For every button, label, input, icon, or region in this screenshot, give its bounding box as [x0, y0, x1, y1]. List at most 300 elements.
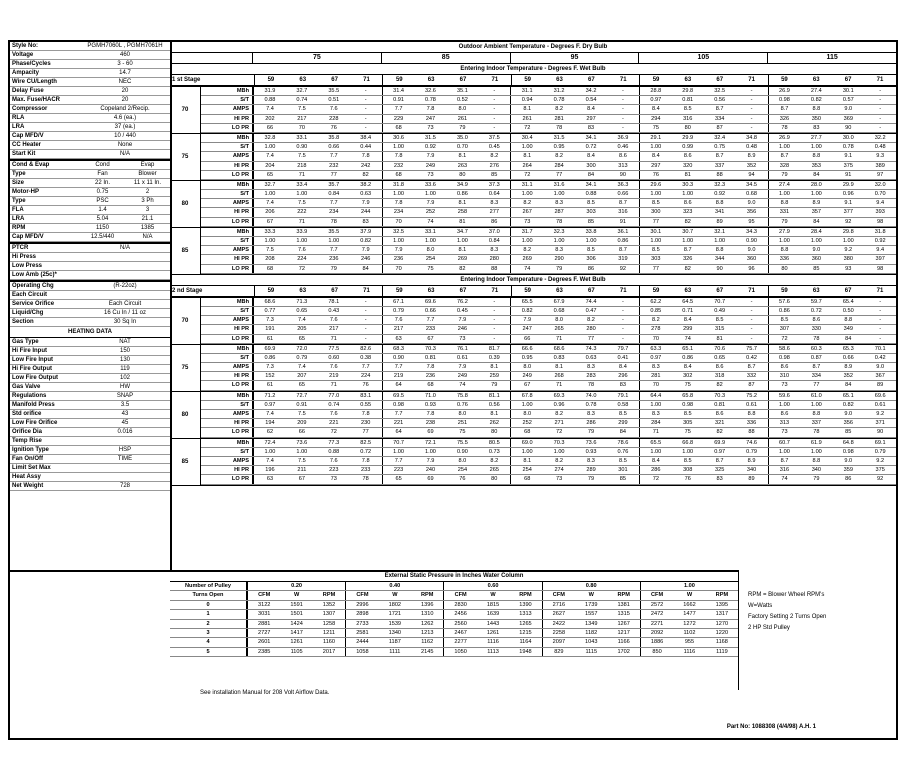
- perf-cell: 0.91: [296, 401, 308, 408]
- perf-metric: S/T: [201, 237, 253, 245]
- spec-value-2: 21.1: [141, 216, 154, 222]
- fan-cell: 1261: [290, 639, 303, 646]
- perf-cell: 0.86: [253, 354, 286, 362]
- spec-value-2: 3: [145, 207, 150, 213]
- outdoor-title: Outdoor Ambient Temperature - Degrees F. Dry Bulb: [170, 42, 896, 53]
- perf-cell: 90: [845, 124, 852, 131]
- heat-row: [10, 347, 170, 356]
- perf-cell: 0.52: [456, 97, 468, 104]
- perf-cell: 1.00: [585, 238, 597, 244]
- perf-cell: 31.4: [382, 87, 415, 95]
- idb-rows: [201, 392, 896, 438]
- perf-cell: 32.3: [553, 228, 565, 235]
- perf-cell: 336: [768, 255, 801, 263]
- idb-value: 85: [170, 228, 201, 274]
- perf-cell: 34.2: [585, 88, 597, 94]
- heat-row: [10, 464, 170, 473]
- perf-cell: 8.7: [619, 200, 627, 207]
- spec-value: 22 In.: [94, 180, 110, 186]
- perf-cell: 37.9: [360, 228, 372, 235]
- perf-cell: 80: [459, 171, 466, 178]
- perf-cell: 247: [425, 115, 436, 122]
- perf-cell: 9.2: [844, 247, 853, 254]
- heat-key: Hi Fire Input: [12, 348, 47, 354]
- fan-cell: 1116: [487, 639, 499, 646]
- spec-row: [10, 42, 170, 51]
- perf-row: [201, 439, 896, 448]
- note-line: 2 HP Std Pulley: [748, 625, 790, 631]
- idb-block: [170, 134, 896, 181]
- fan-cell: 1307: [322, 611, 336, 618]
- perf-cell: 89: [877, 382, 884, 389]
- perf-cell: 271: [554, 420, 564, 427]
- perf-cell: 8.8: [812, 457, 821, 464]
- perf-cell: 81.1: [488, 392, 500, 399]
- fan-cell: 1352: [322, 601, 336, 608]
- perf-cell: 73.6: [585, 439, 597, 446]
- perf-cell: 8.6: [683, 200, 692, 207]
- fan-cell: 1424: [290, 620, 303, 627]
- perf-metric: S/T: [201, 143, 253, 151]
- perf-cell: 71: [555, 335, 563, 342]
- perf-cell: 78: [813, 429, 820, 436]
- heat-key: Fan On/Off: [12, 456, 43, 462]
- spec-key: Cond & Evap: [12, 162, 50, 168]
- perf-cell: 1.00: [639, 143, 672, 151]
- perf-cell: 0.83: [553, 354, 565, 361]
- fan-cell: 1213: [421, 629, 434, 636]
- idb-value: 70: [170, 87, 201, 133]
- perf-metric: MBh: [201, 228, 253, 236]
- fan-cell: 2716: [542, 601, 575, 609]
- perf-cell: 88: [748, 429, 755, 436]
- perf-cell: 8.8: [715, 247, 724, 254]
- perf-cell: 316: [768, 466, 801, 474]
- perf-cell: 1.00: [768, 237, 801, 245]
- perf-cell: 0.63: [585, 354, 597, 361]
- perf-cell: 85: [813, 265, 820, 272]
- perf-cell: 80: [684, 124, 691, 131]
- perf-cell: 70.6: [714, 345, 726, 352]
- perf-cell: 0.66: [617, 191, 629, 198]
- perf-cell: 84: [587, 171, 595, 178]
- perf-cell: 7.5: [297, 153, 306, 160]
- perf-cell: 72.1: [425, 439, 436, 446]
- static-pressure: 0.60: [443, 582, 541, 590]
- perf-cell: 259: [489, 373, 499, 380]
- perf-cell: 0.87: [810, 354, 822, 361]
- perf-cell: 8.5: [619, 411, 627, 417]
- perf-metric: MBh: [201, 181, 253, 189]
- perf-cell: 83: [619, 382, 627, 389]
- perf-cell: 369: [843, 115, 853, 122]
- perf-metric: HI PR: [201, 325, 253, 333]
- perf-cell: -: [879, 97, 882, 104]
- perf-cell: 1.00: [639, 448, 672, 456]
- perf-cell: 0.71: [682, 307, 694, 314]
- perf-cell: 8.7: [747, 364, 756, 371]
- perf-cell: 34.3: [746, 228, 757, 235]
- perf-cell: -: [879, 298, 882, 305]
- perf-cell: 69: [427, 429, 434, 436]
- perf-cell: 7.4: [297, 317, 306, 324]
- note-line: Factory Setting 2 Turns Open: [748, 614, 827, 620]
- perf-cell: 8.4: [639, 152, 672, 160]
- spec-value-2: 2: [145, 189, 150, 195]
- perf-metric: LO PR: [201, 218, 253, 226]
- perf-cell: -: [493, 115, 496, 122]
- perf-cell: 280: [586, 326, 596, 333]
- heat-key: Low Fire Input: [12, 357, 53, 363]
- turns-open: 1: [170, 610, 247, 618]
- perf-cell: 316: [618, 209, 628, 216]
- perf-metric: S/T: [201, 307, 253, 315]
- perf-cell: 8.5: [715, 317, 724, 324]
- perf-cell: 8.9: [747, 153, 756, 160]
- perf-cell: 1.00: [296, 448, 308, 455]
- perf-cell: 0.51: [328, 97, 340, 104]
- perf-cell: 280: [489, 256, 499, 263]
- perf-cell: 206: [253, 208, 286, 216]
- perf-cell: 1.00: [328, 238, 340, 244]
- spec-row: [10, 197, 170, 206]
- perf-metric: HI PR: [201, 419, 253, 427]
- perf-cell: 7.4: [253, 105, 286, 113]
- perf-cell: 63: [253, 475, 286, 483]
- perf-cell: 60.7: [768, 439, 801, 447]
- perf-row: [201, 152, 896, 161]
- static-pressure: 1.00: [640, 582, 738, 590]
- perf-cell: 0.81: [682, 97, 694, 104]
- fan-cell: 1115: [585, 648, 598, 655]
- fan-cell: 1349: [585, 620, 598, 627]
- perf-cell: 32.1: [714, 228, 726, 235]
- perf-cell: -: [621, 88, 624, 94]
- perf-cell: 7.5: [297, 411, 306, 417]
- wet-bulb-temp: 67: [588, 287, 595, 294]
- spec-row: [10, 96, 170, 105]
- perf-cell: 83: [362, 218, 369, 225]
- perf-cell: 79: [587, 476, 595, 483]
- wet-bulb-temp: 59: [768, 286, 801, 296]
- perf-cell: 70.3: [553, 439, 565, 446]
- perf-cell: 8.3: [639, 363, 672, 371]
- wet-bulb-temp: 63: [556, 287, 563, 294]
- perf-row: [201, 143, 896, 152]
- perf-cell: 0.43: [328, 307, 340, 314]
- perf-cell: 79: [768, 171, 801, 179]
- perf-cell: 83: [716, 476, 723, 483]
- perf-cell: 8.4: [639, 105, 672, 113]
- perf-cell: 0.55: [360, 401, 372, 408]
- heat-row: [10, 365, 170, 374]
- perf-cell: 7.8: [426, 364, 435, 371]
- perf-cell: 92: [619, 265, 627, 272]
- perf-cell: 7.9: [426, 457, 435, 464]
- spec-key: Start Kit: [12, 151, 36, 157]
- spec-value: (R-22oz): [113, 283, 137, 289]
- perf-cell: 8.0: [510, 363, 543, 371]
- heat-value: 43: [121, 411, 129, 417]
- perf-cell: 67.8: [510, 392, 543, 400]
- perf-row: [201, 401, 896, 410]
- perf-cell: 67: [427, 335, 434, 342]
- perf-cell: 71: [639, 428, 672, 436]
- perf-cell: 70: [639, 335, 672, 343]
- perf-row: [201, 448, 896, 457]
- perf-cell: 8.0: [458, 411, 467, 417]
- perf-cell: 8.6: [715, 364, 724, 371]
- perf-cell: 69: [427, 476, 434, 483]
- spec-key: Wire CU/Length: [12, 79, 57, 85]
- fan-cell: 2733: [345, 620, 378, 628]
- perf-row: [201, 298, 896, 307]
- perf-cell: 8.4: [587, 153, 595, 160]
- perf-cell: 0.42: [874, 354, 886, 361]
- perf-cell: 85: [619, 476, 627, 483]
- perf-cell: 1.00: [768, 448, 801, 456]
- perf-cell: 0.86: [768, 307, 801, 315]
- perf-cell: 0.76: [617, 448, 629, 455]
- perf-cell: 244: [361, 209, 371, 216]
- fan-cell: 1501: [290, 611, 303, 618]
- spec-row: [10, 141, 170, 150]
- perf-cell: 1.00: [382, 190, 415, 198]
- perf-cell: 70: [382, 265, 415, 273]
- heat-key: Gas Valve: [12, 384, 41, 390]
- perf-cell: 34.5: [746, 181, 757, 188]
- perf-cell: 69.9: [253, 345, 286, 353]
- wet-bulb-temp: 63: [299, 77, 307, 83]
- perf-cell: 82: [684, 218, 691, 225]
- spec-key: Delay Fuse: [12, 88, 44, 94]
- perf-cell: 7.3: [253, 363, 286, 371]
- perf-cell: 0.82: [842, 401, 854, 408]
- perf-metric: LO PR: [201, 171, 253, 179]
- fan-cell: 1477: [683, 611, 696, 618]
- perf-cell: 323: [683, 209, 693, 216]
- perf-cell: 30.4: [510, 134, 543, 142]
- perf-cell: 7.6: [329, 106, 338, 113]
- perf-cell: 7.6: [297, 247, 306, 254]
- spec-row: [10, 78, 170, 87]
- perf-cell: 57.6: [768, 298, 801, 306]
- perf-cell: 313: [768, 419, 801, 427]
- fan-col-header: CFM: [542, 591, 575, 599]
- perf-cell: 8.2: [490, 457, 499, 464]
- spec-row: [10, 291, 170, 300]
- perf-row: [201, 255, 896, 264]
- fan-col-header: RPM: [322, 592, 336, 599]
- perf-cell: 77.3: [328, 439, 340, 446]
- spec-value: PSC: [96, 198, 109, 204]
- perf-cell: 1.00: [382, 237, 415, 245]
- perf-cell: 30.0: [842, 134, 854, 141]
- heat-key: Gas Type: [12, 339, 39, 345]
- perf-cell: 7.8: [426, 106, 435, 113]
- perf-cell: 82: [716, 429, 723, 436]
- perf-cell: 211: [297, 467, 307, 474]
- perf-cell: 85: [491, 171, 498, 178]
- perf-cell: 389: [875, 162, 885, 169]
- perf-cell: 380: [843, 256, 853, 263]
- fan-cell: 1220: [715, 629, 729, 636]
- perf-cell: 277: [489, 209, 499, 216]
- perf-row: [201, 325, 896, 334]
- perf-cell: 8.1: [510, 152, 543, 160]
- perf-cell: 79: [768, 218, 801, 226]
- fan-cell: 1267: [617, 620, 630, 627]
- perf-cell: 7.7: [329, 247, 338, 254]
- perf-cell: 337: [714, 162, 725, 169]
- perf-cell: 8.7: [619, 247, 627, 254]
- perf-cell: 32.2: [874, 134, 886, 141]
- wet-bulb-temp: 67: [331, 287, 338, 294]
- idb-value: 80: [170, 392, 201, 438]
- perf-cell: 59.6: [768, 392, 801, 400]
- perf-metric: AMPS: [201, 152, 253, 160]
- performance-data-sheet: [8, 40, 898, 740]
- perf-cell: 8.3: [490, 200, 499, 207]
- perf-cell: 34.8: [746, 134, 757, 141]
- fan-cell: 1395: [715, 601, 729, 608]
- fan-cell: 1187: [388, 639, 401, 646]
- perf-cell: 221: [382, 419, 415, 427]
- perf-cell: 33.3: [253, 228, 286, 236]
- perf-cell: 276: [489, 162, 499, 169]
- fan-col-header: W: [588, 592, 594, 599]
- heat-row: [10, 473, 170, 482]
- perf-cell: -: [364, 88, 367, 94]
- perf-cell: 0.98: [768, 354, 801, 362]
- static-pressure: 0.40: [345, 582, 443, 590]
- perf-cell: -: [493, 317, 496, 324]
- perf-cell: 70.7: [714, 298, 726, 305]
- perf-cell: 7.9: [361, 247, 370, 254]
- perf-cell: 319: [618, 256, 628, 263]
- perf-cell: 95: [748, 218, 755, 225]
- perf-cell: 9.0: [876, 364, 885, 371]
- perf-row: [201, 199, 896, 208]
- heat-key: Net Weight: [12, 483, 44, 489]
- perf-row: [201, 410, 896, 419]
- perf-cell: 286: [639, 466, 672, 474]
- perf-cell: 98: [877, 265, 884, 272]
- perf-cell: 8.2: [587, 317, 595, 324]
- perf-cell: 71.3: [296, 298, 308, 305]
- perf-cell: 1.00: [382, 448, 415, 456]
- perf-cell: 0.94: [510, 96, 543, 104]
- fan-cell: 1043: [585, 639, 598, 646]
- perf-cell: 70: [298, 124, 305, 131]
- wet-bulb-temp: 67: [459, 77, 467, 83]
- perf-cell: 297: [639, 162, 672, 170]
- perf-cell: 0.72: [810, 307, 822, 314]
- spec-key: Ampacity: [12, 70, 40, 76]
- heat-value: 45: [121, 420, 129, 426]
- perf-cell: 91: [619, 218, 627, 225]
- fan-cell: 2581: [345, 629, 378, 637]
- perf-cell: 320: [683, 162, 693, 169]
- perf-row: [201, 228, 896, 237]
- perf-cell: 27.7: [810, 134, 822, 141]
- perf-cell: 264: [510, 162, 543, 170]
- perf-cell: 33.1: [296, 134, 308, 141]
- perf-row: [201, 181, 896, 190]
- perf-cell: 32.8: [253, 134, 286, 142]
- perf-cell: 294: [639, 115, 672, 123]
- perf-cell: 81.7: [488, 345, 500, 352]
- perf-cell: 8.6: [768, 410, 801, 418]
- perf-cell: 0.48: [746, 144, 757, 151]
- fan-cell: 1539: [388, 620, 402, 627]
- fan-cell: 1739: [585, 601, 598, 608]
- perf-cell: -: [493, 307, 496, 314]
- spec-row: [10, 244, 170, 253]
- fan-cell: 2627: [542, 610, 575, 618]
- fan-cell: 1164: [519, 639, 532, 646]
- perf-cell: 7.7: [382, 363, 415, 371]
- idb-block: [170, 345, 896, 392]
- perf-cell: 31.8: [874, 228, 886, 235]
- ambient-temp: 95: [510, 53, 639, 63]
- turns-label: Turns Open: [170, 591, 247, 599]
- perf-cell: 71.2: [253, 392, 286, 400]
- perf-cell: 321: [714, 420, 725, 427]
- perf-cell: 70: [639, 381, 672, 389]
- perf-cell: 29.8: [842, 228, 854, 235]
- perf-metric: LO PR: [201, 335, 253, 343]
- heat-row: [10, 338, 170, 347]
- perf-cell: 0.78: [842, 144, 854, 151]
- perf-cell: 73: [427, 171, 434, 178]
- perf-cell: 78: [362, 476, 369, 483]
- perf-cell: 0.86: [617, 238, 629, 244]
- perf-cell: 74.3: [585, 345, 597, 352]
- perf-cell: 8.7: [683, 247, 692, 254]
- perf-cell: 7.9: [458, 317, 467, 324]
- perf-cell: 287: [554, 209, 564, 216]
- perf-metric: LO PR: [201, 428, 253, 436]
- spec-key: Cap MFD/V: [12, 234, 44, 240]
- perf-cell: 9.2: [876, 457, 885, 464]
- stage-label: 1 st Stage: [172, 77, 201, 83]
- fan-col-header: CFM: [247, 591, 280, 599]
- perf-cell: 0.57: [842, 97, 854, 104]
- idb-rows: [201, 134, 896, 180]
- fan-col-header: CFM: [640, 591, 673, 599]
- spec-row: [10, 262, 170, 271]
- perf-cell: 0.99: [682, 144, 694, 151]
- perf-cell: 289: [586, 467, 596, 474]
- perf-cell: 234: [382, 208, 415, 216]
- perf-cell: 80: [768, 265, 801, 273]
- perf-cell: 82: [459, 265, 466, 272]
- perf-cell: 69.3: [553, 392, 565, 399]
- perf-cell: 284: [639, 419, 672, 427]
- fan-cell: 1662: [683, 601, 696, 608]
- perf-cell: 65.5: [639, 439, 672, 447]
- perf-cell: 268: [554, 373, 564, 380]
- perf-metric: LO PR: [201, 124, 253, 132]
- perf-cell: 8.8: [812, 153, 821, 160]
- perf-cell: 242: [361, 162, 371, 169]
- spec-key: FLA: [12, 207, 24, 213]
- perf-cell: 8.9: [844, 364, 853, 371]
- perf-cell: 306: [586, 256, 596, 263]
- spec-value: N/A: [119, 245, 130, 251]
- fan-col-header: RPM: [519, 592, 532, 599]
